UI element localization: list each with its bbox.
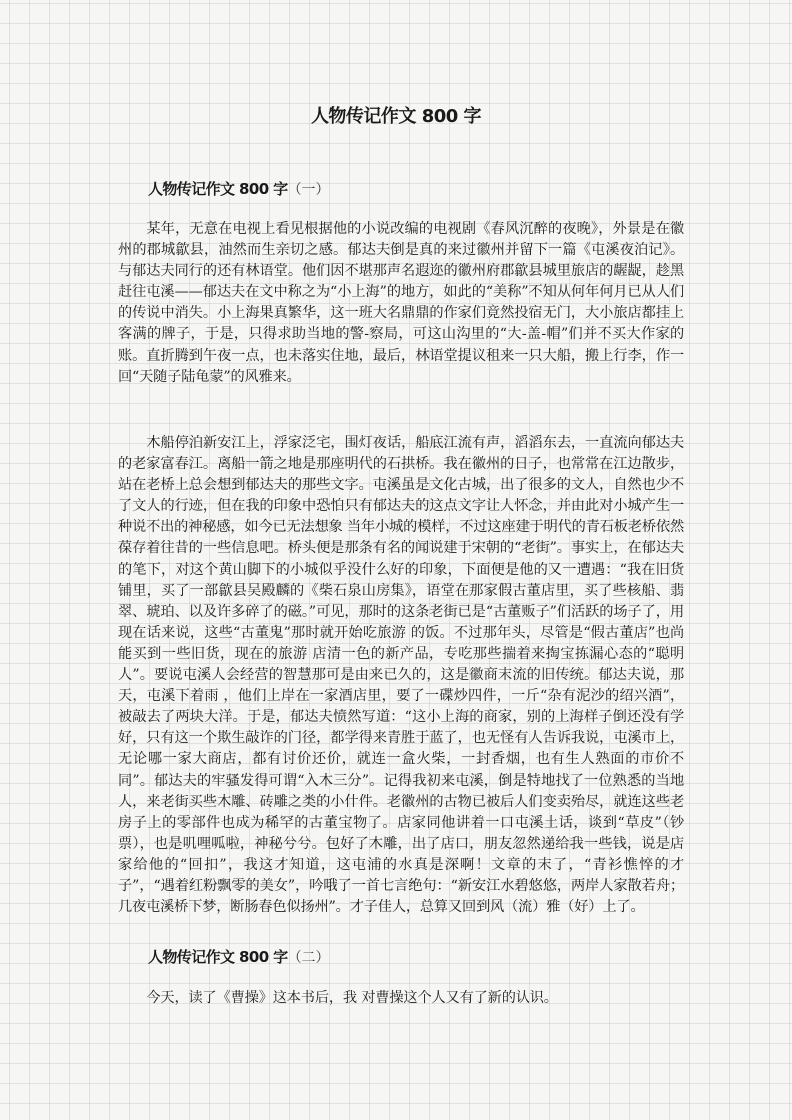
section-heading-1-text: 人物传记作文 800 字 — [148, 180, 288, 198]
section-1-paragraph-1: 某年，无意在电视上看见根据他的小说改编的电视剧《春风沉醉的夜晚》，外景是在徽州的郡城歙县，油然而生亲切之感。郁达夫倒是真的来过徽州并留下一篇《屯溪夜泊记》。与郁达夫同行的还有林语堂。他们因不堪那声名遐迩的徽州府郡歙县城里旅店的龌龊，趁黑赶往屯溪——郁达夫在文中称之为“小上海”的地方，如此的“美称”不知从何年何月已从人们的传说中消失。小上海果真繁华，这一班大名鼎鼎的作家们竟然投宿无门，大小旅店都挂上客满的牌子，于是，只得求助当地的警-察局，可这山沟里的“大-盖-帽”们并不买大作家的账。直折腾到午夜一点，也未落实住地，最后，林语堂提议租来一只大船，搬上行李，作一回“天随子陆龟蒙”的风雅来。 — [118, 221, 684, 385]
section-2-paragraph-1: 今天，读了《曹操》这本书后，我 对曹操这个人又有了新的认识。 — [146, 990, 558, 1006]
section-heading-1-suffix: （一） — [287, 182, 330, 198]
document-title: 人物传记作文 800 字 — [310, 106, 482, 127]
section-heading-2-text: 人物传记作文 800 字 — [148, 948, 288, 966]
section-1-paragraph-2: 木船停泊新安江上，浮家泛宅，围灯夜话，船底江流有声，滔滔东去，一直流向郁达夫的老家富春江。离船一箭之地是那座明代的石拱桥。我在徽州的日子，也常常在江边散步，站在老桥上总会想到郁达夫的那些文字。屯溪虽是文化古城，出了很多的文人，自然也少不了文人的行迹，但在我的印象中恐怕只有郁达夫的这点文字让人怀念，并由此对小城产生一种说不出的神秘感，如今已无法想象 当年小城的模样，不过这座建于明代的青石板老桥依然葆存着往昔的一些信息吧。桥头便是那条有名的闻说建于宋朝的“老街”。事实上，在郁达夫的笔下，对这个黄山脚下的小城似乎没什么好的印象，下面便是他的又一遭遇：“我在旧货铺里，买了一部歙县吴殿麟的《柴石泉山房集》，语堂在那家假古董店里，买了些核船、翡翠、琥珀、以及许多碎了的磁。”可见，那时的这条老街已是“古董贩子”们活跃的场子了，用现在话来说，这些“古董鬼”那时就开始吃旅游 的饭。不过那年头，尽管是“假古董店”也尚能买到一些旧货，现在的旅游 店清一色的新产品，专吃那些揣着来掏宝拣漏心态的“聪明人”。要说屯溪人会经营的智慧那可是由来已久的，这是徽商末流的旧传统。郁达夫说，那天，屯溪下着雨 ，他们上岸在一家酒店里，要了一碟炒四件，一斤“杂有泥沙的绍兴酒”，被敲去了两块大洋。于是，郁达夫愤然写道：“这小上海的商家，别的上海样子倒还没有学好，只有这一个欺生敲诈的门径，都学得来青胜于蓝了，也无怪有人告诉我说，屯溪市上，无论哪一家大商店，都有讨价还价，就连一盒火柴，一封香烟，也有生人熟面的市价不同”。郁达夫的牢骚发得可谓“入木三分”。记得我初来屯溪，倒是特地找了一位熟悉的当地人，来老街买些木雕、砖雕之类的小什件。老徽州的古物已被后人们变卖殆尽，就连这些老房子上的零部件也成为稀罕的古董宝物了。店家同他讲着一口屯溪土话，谈到“草皮”（钞票），也是叽哩呱啦，神秘兮兮。包好了木雕，出了店口，朋友忽然递给我一些钱，说是店家给他的“回扣”，我这才知道，这屯浦的水真是深啊！文章的末了，“青衫憔悴的才子”，“遇着红粉飘零的美女”，吟哦了一首七言绝句：“新安江水碧悠悠，两岸人家散若舟；几夜屯溪桥下梦，断肠春色似扬州”。才子佳人，总算又回到风（流）雅（好）上了。 — [118, 435, 684, 916]
section-heading-1 — [148, 178, 330, 201]
section-heading-2-suffix: （二） — [287, 950, 330, 966]
section-heading-2 — [148, 946, 330, 969]
